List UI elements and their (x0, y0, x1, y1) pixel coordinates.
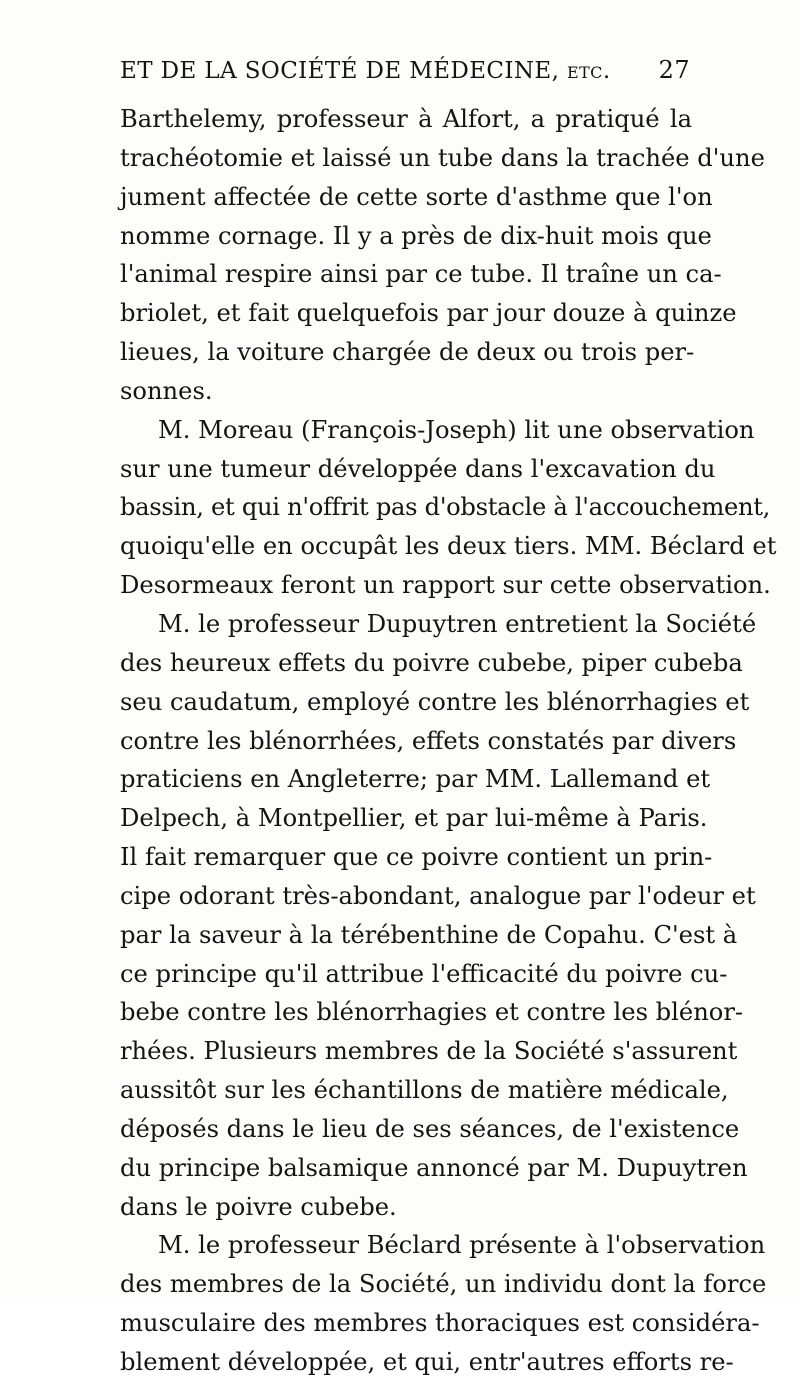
text-line: briolet, et fait quelquefois par jour douze à quinze (120, 299, 737, 328)
text-line: lieues, la voiture chargée de deux ou trois per- (120, 338, 695, 367)
text-line: aussitôt sur les échantillons de matière médicale, (120, 1076, 729, 1105)
text-line: Barthelemy, professeur à Alfort, a pratiqué la (120, 105, 692, 133)
text-line: nomme cornage. Il y a près de dix-huit mois que (120, 221, 712, 250)
text-line: jument affectée de cette sorte d'asthme que l'on (120, 182, 713, 211)
text-line: sonnes. (120, 376, 213, 405)
text-line: déposés dans le lieu de ses séances, de l'existence (120, 1114, 740, 1143)
text-line: cipe odorant très-abondant, analogue par l'odeur et (120, 881, 756, 910)
text-line: M. Moreau (François-Joseph) lit une observation (158, 415, 755, 444)
text-line: Delpech, à Montpellier, et par lui-même à Paris. (120, 804, 708, 833)
text-line: Il fait remarquer que ce poivre contient un prin- (120, 843, 713, 872)
text-line: blement développée, et qui, entr'autres efforts re- (120, 1348, 734, 1376)
text-line: trachéotomie et laissé un tube dans la trachée d'une (120, 143, 765, 172)
text-line: l'animal respire ainsi par ce tube. Il traîne un ca- (120, 260, 722, 289)
text-line: bebe contre les blénorrhagies et contre les blénor- (120, 998, 744, 1027)
text-line: bassin, et qui n'offrit pas d'obstacle à l'accouchement, (120, 493, 771, 522)
page-number: 27 (658, 56, 690, 84)
text-line: M. le professeur Dupuytren entretient la Société (158, 609, 757, 638)
text-line: dans le poivre cubebe. (120, 1192, 397, 1221)
text-line: rhées. Plusieurs membres de la Société s'assurent (120, 1037, 738, 1066)
text-line: sur une tumeur développée dans l'excavation du (120, 454, 716, 483)
text-line: quoiqu'elle en occupât les deux tiers. MM. Béclard et (120, 532, 777, 561)
text-line: praticiens en Angleterre; par MM. Lallemand et (120, 765, 711, 794)
text-line: musculaire des membres thoraciques est considéra- (120, 1309, 760, 1338)
running-head (120, 56, 690, 96)
text-line: Desormeaux feront un rapport sur cette observation. (120, 571, 771, 600)
text-line: des membres de la Société, un individu dont la force (120, 1270, 767, 1299)
text-line: seu caudatum, employé contre les blénorrhagies et (120, 687, 750, 716)
text-line: M. le professeur Béclard présente à l'observation (158, 1231, 766, 1260)
text-line: du principe balsamique annoncé par M. Dupuytren (120, 1153, 748, 1182)
text-line: des heureux effets du poivre cubebe, piper cubeba (120, 648, 743, 677)
running-title: ET DE LA SOCIÉTÉ DE MÉDECINE, etc. (120, 58, 611, 84)
text-line: par la saveur à la térébenthine de Copahu. C'est à (120, 920, 738, 949)
body-text (120, 100, 777, 1382)
text-line: ce principe qu'il attribue l'efficacité du poivre cu- (120, 959, 728, 988)
text-line: contre les blénorrhées, effets constatés par divers (120, 726, 737, 755)
